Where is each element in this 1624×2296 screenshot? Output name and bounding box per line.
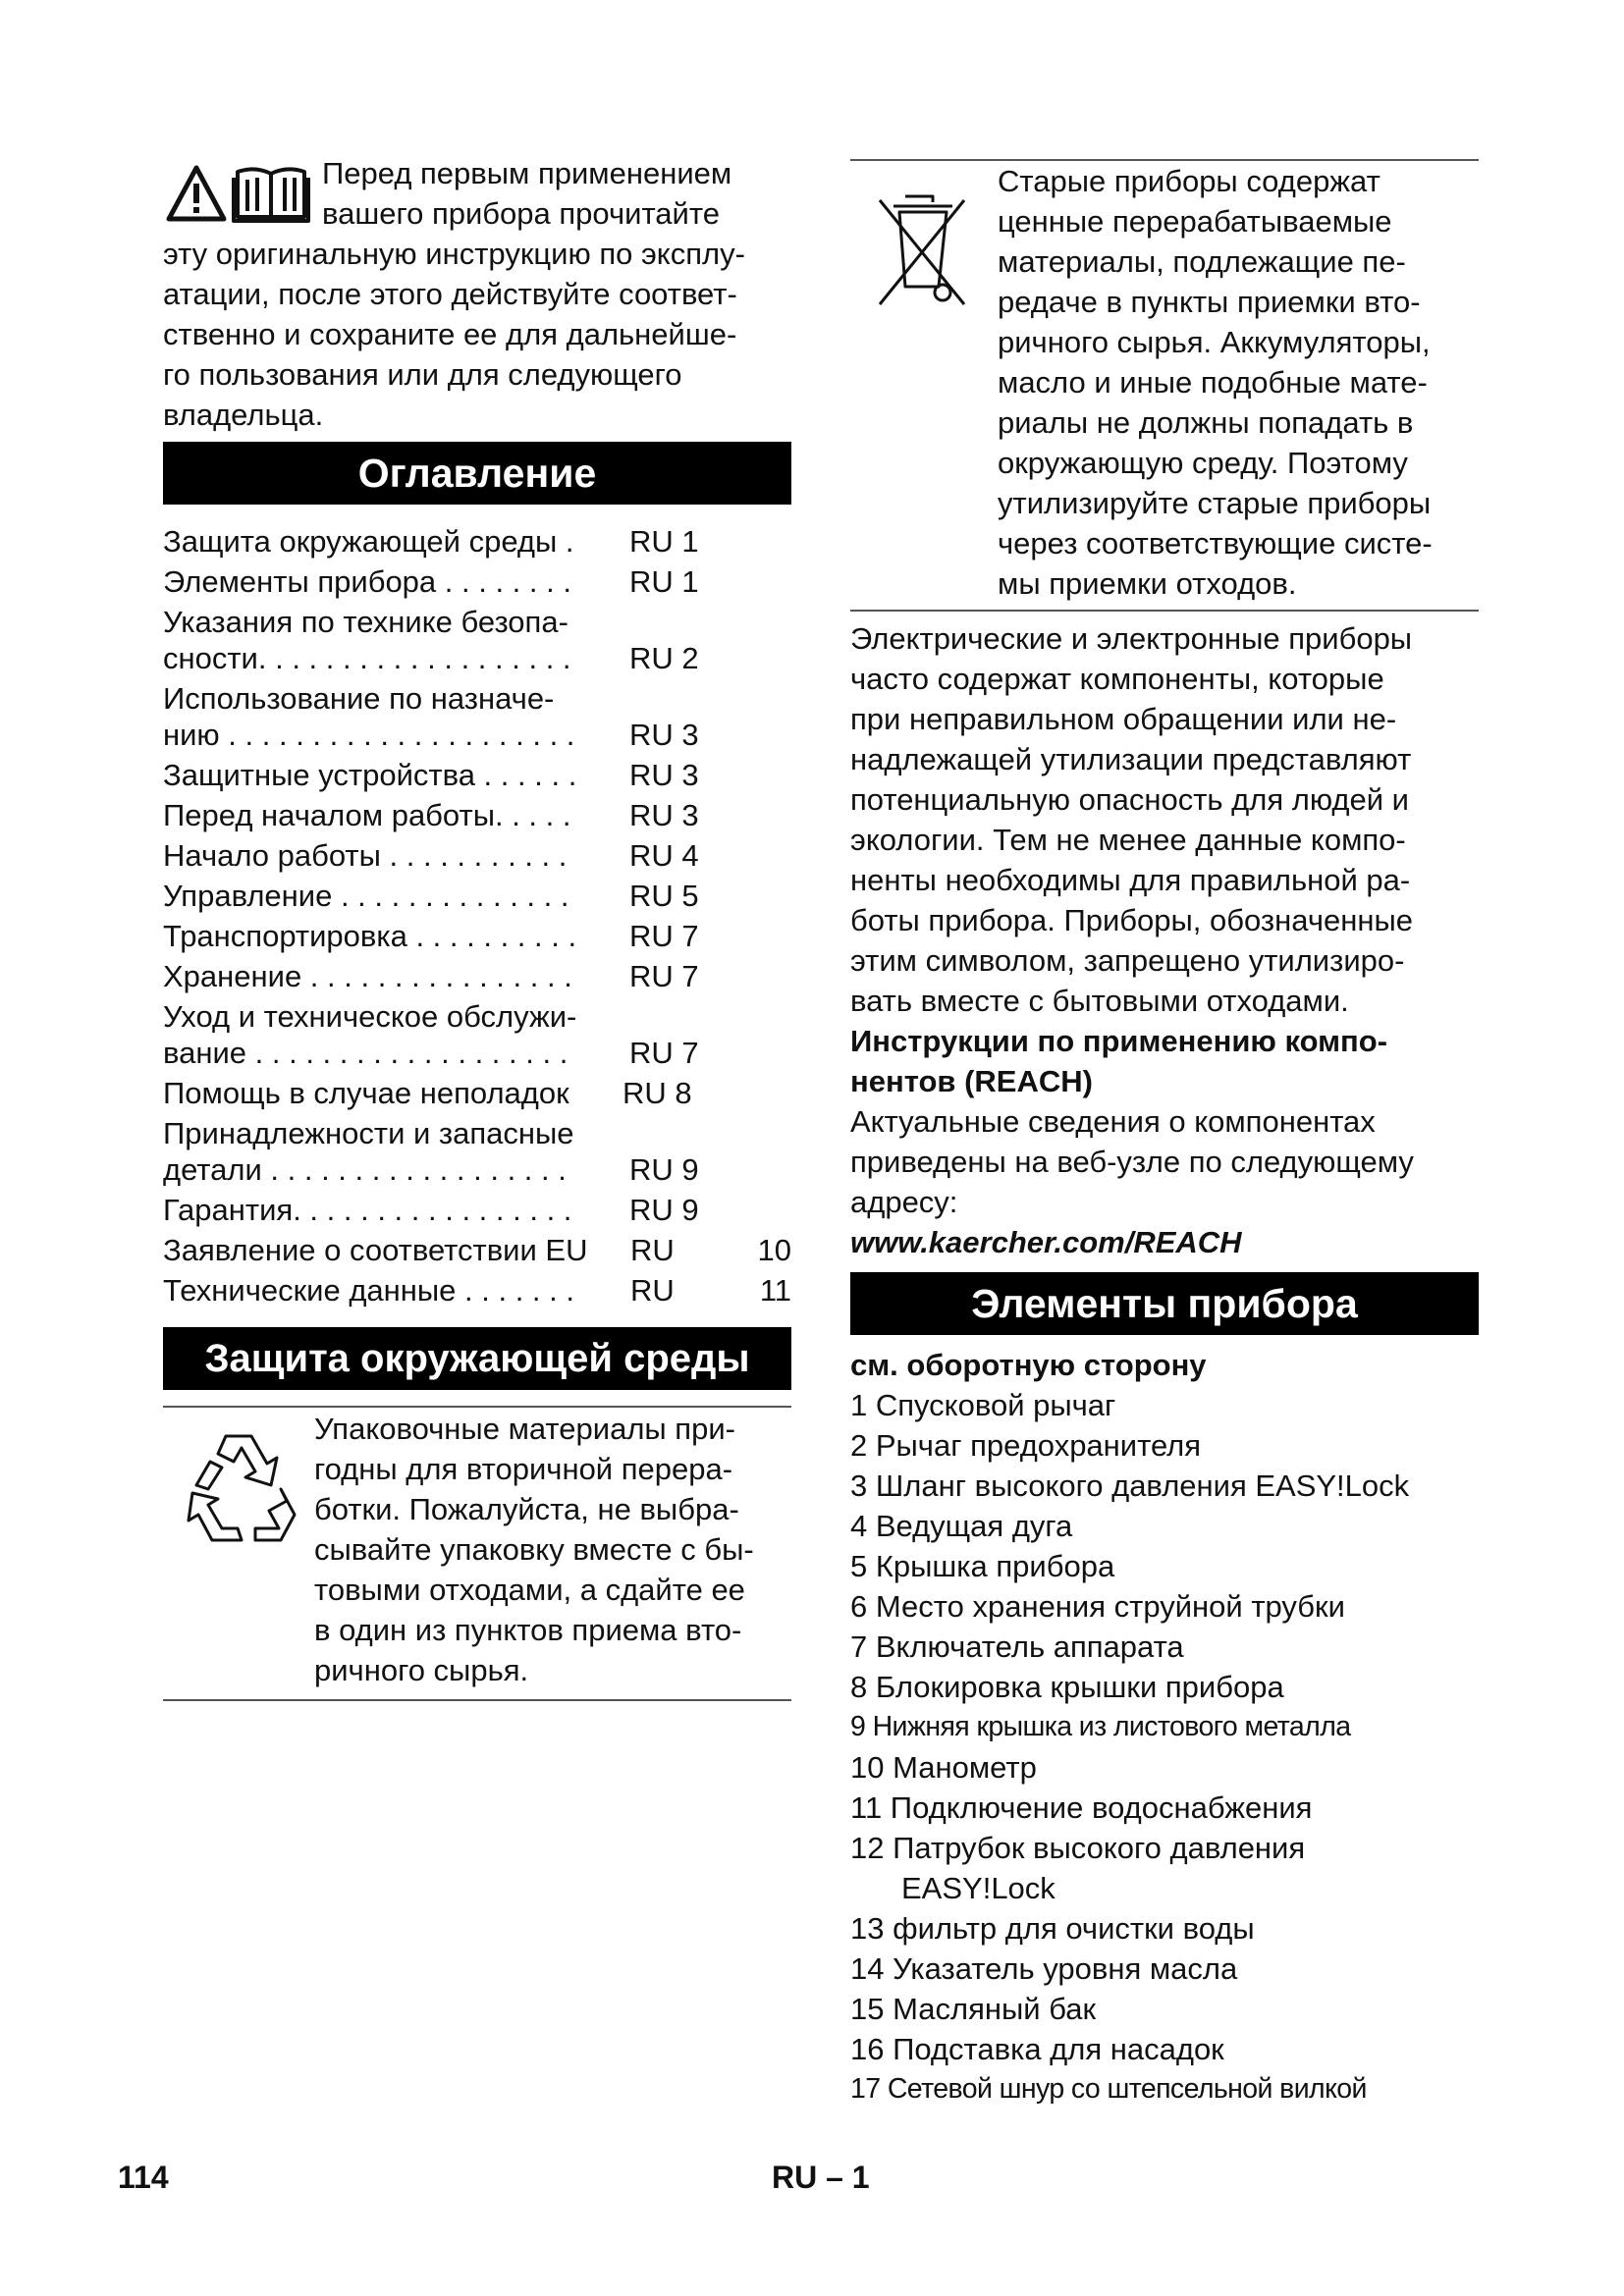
toc-entry-title: Указания по технике безопа- [163,605,568,639]
environment-paragraph [314,1409,799,1690]
toc-entry-page: RU 3 [629,718,699,752]
toc-entry-title-cont: детали . . . . . . . . . . . . . . . . . . [163,1152,567,1187]
old-devices-line: мы приемки отходов. [998,566,1297,601]
electrical-line: часто содержат компоненты, которые [850,662,1384,696]
parts-title: Элементы прибора [850,1272,1479,1335]
toc-entry-title: Заявление о соответствии EU [163,1233,588,1267]
old-devices-line: риалы не должны попадать в [998,405,1414,440]
list-item: 15 Масляный бак [850,1992,1097,2026]
electrical-line: потенциальную опасность для людей и [850,782,1409,817]
list-item: 2 Рычаг предохранителя [850,1428,1202,1463]
toc-entry-page: RU 1 [629,524,699,559]
toc-entry-title: Управление . . . . . . . . . . . . . . [163,879,569,913]
toc-entry[interactable] [163,1230,799,1270]
toc-entry-title: Уход и техническое обслужи- [163,999,577,1034]
toc-entry-page: RU [630,1273,675,1308]
environment-line: ричного сырья. [314,1653,529,1687]
environment-line: в один из пунктов приема вто- [314,1613,742,1647]
list-item: 16 Подставка для насадок [850,2032,1224,2066]
toc-entry[interactable] [163,1073,799,1113]
toc-entry-title: Принадлежности и запасные [163,1116,574,1150]
environment-line: товыми отходами, а сдайте ее [314,1573,745,1607]
toc-entry[interactable] [163,996,799,1073]
intro-line: ственно и сохраните ее для дальнейше- [163,317,737,351]
intro-line: го пользования или для следующего [163,357,682,392]
toc-entry-page: RU 9 [629,1152,699,1187]
toc-entry-title: Использование по назначе- [163,681,555,716]
toc-entry-number: 10 [757,1233,791,1267]
toc-entry-title-cont: сности. . . . . . . . . . . . . . . . . . . [163,641,571,675]
list-item: 11 Подключение водоснабжения [850,1790,1313,1825]
toc-entry[interactable] [163,876,799,916]
toc-entry[interactable] [163,1113,799,1190]
toc-entry[interactable] [163,956,799,996]
list-item: 13 фильтр для очистки воды [850,1911,1255,1946]
electrical-line: Электрические и электронные приборы [850,621,1413,656]
reach-line: приведены на веб-узле по следующему [850,1145,1414,1179]
toc-entry-title: Гарантия. . . . . . . . . . . . . . . . . [163,1193,572,1227]
reach-line: адресу: [850,1185,958,1219]
toc-entry-page: RU 4 [629,838,699,873]
crossed-out-wheelie-bin-icon [870,188,972,312]
toc-entry[interactable] [163,1270,799,1310]
electrical-line: при неправильном обращении или не- [850,702,1397,736]
toc-entry[interactable] [163,755,799,795]
old-devices-line: Старые приборы содержат [998,164,1380,198]
old-devices-line: через соответствующие систе- [998,526,1433,561]
electrical-line: вать вместе с бытовыми отходами. [850,984,1349,1018]
see-back-note: см. оборотную сторону [850,1348,1207,1382]
recycle-icon [173,1428,304,1550]
intro-line: атации, после этого действуйте соответ- [163,277,737,311]
toc-entry-title: Перед началом работы. . . . . [163,798,571,832]
toc-entry-page: RU [630,1233,675,1267]
toc-entry-title-cont: нию . . . . . . . . . . . . . . . . . . . . . [163,718,575,752]
toc-entry-title: Начало работы . . . . . . . . . . . [163,838,568,873]
old-devices-line: ричного сырья. Аккумуляторы, [998,325,1431,359]
electrical-line: ненты необходимы для правильной ра- [850,863,1411,897]
old-devices-paragraph [998,161,1483,604]
environment-line: ботки. Пожалуйста, не выбра- [314,1492,739,1526]
list-item: 12 Патрубок высокого давления [850,1831,1306,1865]
intro-paragraph [163,234,791,435]
toc-entry-title: Защита окружающей среды . [163,524,574,559]
toc-entry-title: Элементы прибора . . . . . . . . [163,564,571,599]
toc-entry[interactable] [163,795,799,835]
list-item: 1 Спусковой рычаг [850,1388,1116,1422]
toc-entry[interactable] [163,1190,799,1230]
toc-entry[interactable] [163,916,799,956]
toc-entry-title: Хранение . . . . . . . . . . . . . . . . [163,959,572,993]
environment-title: Защита окружающей среды [163,1327,791,1390]
toc-entry-page: RU 5 [629,879,699,913]
toc-entry-number: 11 [759,1273,791,1308]
old-devices-line: редаче в пункты приемки вто- [998,285,1421,319]
toc-entry-page: RU 3 [629,798,699,832]
reach-heading: Инструкции по применению компо- [850,1024,1388,1058]
intro-line: эту оригинальную инструкцию по эксплу- [163,237,745,271]
list-item: 4 Ведущая дуга [850,1509,1073,1543]
electrical-line: надлежащей утилизации представляют [850,742,1412,776]
list-item: 3 Шланг высокого давления EASY!Lock [850,1468,1410,1503]
old-devices-line: утилизируйте старые приборы [998,486,1432,520]
parts-list [850,1345,1479,2109]
reach-line: Актуальные сведения о компонентах [850,1104,1376,1139]
toc-entry-page: RU 7 [629,919,699,953]
list-item: 5 Крышка прибора [850,1549,1115,1583]
table-of-contents [163,521,799,1310]
toc-entry[interactable] [163,521,799,561]
toc-entry-title: Транспортировка . . . . . . . . . . [163,919,577,953]
electrical-line: боты прибора. Приборы, обозначенные [850,903,1413,937]
electrical-line: экологии. Тем не менее данные компо- [850,823,1406,857]
toc-entry-title: Технические данные . . . . . . . [163,1273,574,1308]
page-label: RU – 1 [772,2160,870,2195]
toc-entry[interactable] [163,602,799,678]
toc-entry-page: RU 3 [629,758,699,792]
environment-line: сывайте упаковку вместе с бы- [314,1532,754,1567]
intro-heading [322,153,793,234]
warning-and-manual-icons [165,162,310,225]
intro-line: вашего прибора прочитайте [322,196,720,231]
list-item-cont: EASY!Lock [901,1871,1056,1905]
divider [163,1699,791,1701]
toc-entry-title: Помощь в случае неполадок [163,1076,569,1110]
toc-entry-page: RU 1 [629,564,699,599]
environment-line: Упаковочные материалы при- [314,1412,735,1446]
old-devices-line: материалы, подлежащие пе- [998,244,1406,279]
divider [850,610,1479,612]
toc-entry[interactable] [163,835,799,876]
electrical-paragraph [850,618,1479,1262]
toc-entry-title-cont: вание . . . . . . . . . . . . . . . . . . . [163,1036,568,1070]
toc-entry[interactable] [163,678,799,755]
toc-entry-page: RU 7 [629,959,699,993]
reach-heading: нентов (REACH) [850,1064,1093,1098]
environment-line: годны для вторичной перера- [314,1452,733,1486]
toc-entry[interactable] [163,561,799,602]
toc-entry-page: RU 7 [629,1036,699,1070]
toc-entry-page: RU 2 [629,641,699,675]
page-number: 114 [118,2160,169,2195]
list-item: 14 Указатель уровня масла [850,1951,1238,1986]
list-item: 17 Сетевой шнур со штепсельной вилкой [850,2073,1367,2105]
old-devices-line: масло и иные подобные мате- [998,365,1428,400]
electrical-line: этим символом, запрещено утилизиро- [850,943,1405,978]
intro-line: владельца. [163,398,324,432]
toc-entry-page: RU 9 [629,1193,699,1227]
manual-book-icon [234,169,308,221]
list-item: 6 Место хранения струйной трубки [850,1589,1345,1624]
old-devices-line: окружающую среду. Поэтому [998,446,1408,480]
old-devices-line: ценные перерабатываемые [998,204,1392,239]
list-item: 9 Нижняя крышка из листового металла [850,1711,1351,1742]
toc-title: Оглавление [163,442,791,505]
divider [163,1406,791,1408]
intro-line: Перед первым применением [322,156,732,190]
list-item: 7 Включатель аппарата [850,1629,1184,1664]
reach-url-link[interactable]: www.kaercher.com/REACH [850,1225,1242,1259]
list-item: 10 Манометр [850,1750,1037,1785]
toc-entry-page: RU 8 [623,1076,692,1110]
list-item: 8 Блокировка крышки прибора [850,1670,1284,1704]
toc-entry-title: Защитные устройства . . . . . . [163,758,577,792]
